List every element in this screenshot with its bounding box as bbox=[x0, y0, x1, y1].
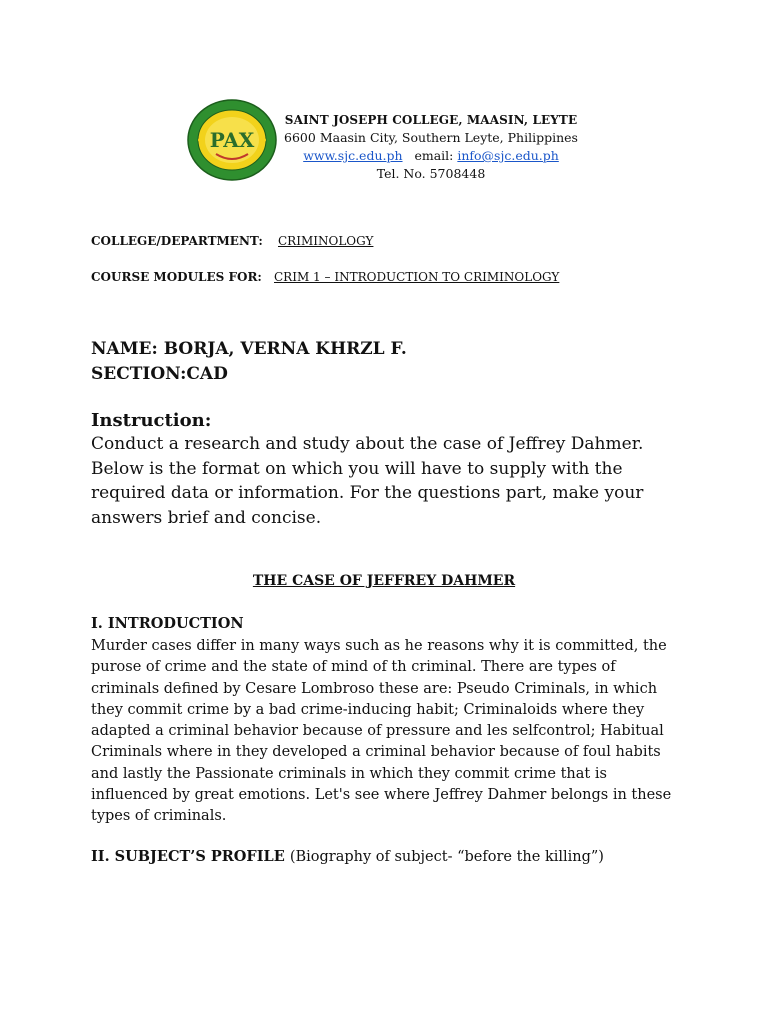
profile-note: (Biography of subject- “before the killing”) bbox=[289, 849, 604, 865]
course-row bbox=[91, 269, 559, 285]
instruction-line: required data or information. For the questions part, make your bbox=[91, 483, 644, 503]
introduction-line: and lastly the Passionate criminals in which they commit crime that is bbox=[91, 765, 607, 782]
introduction-line: influenced by great emotions. Let's see where Jeffrey Dahmer belongs in these bbox=[91, 787, 672, 804]
email-link[interactable]: info@sjc.edu.ph bbox=[457, 148, 559, 163]
logo-text: PAX bbox=[209, 128, 255, 152]
department-row bbox=[91, 233, 373, 249]
introduction-line: they commit crime by a bad crime-inducing habit; Criminaloids where they bbox=[91, 701, 645, 718]
introduction-line: Murder cases differ in many ways such as he reasons why it is committed, the bbox=[91, 638, 667, 654]
instruction-line: answers brief and concise. bbox=[91, 507, 322, 528]
student-info bbox=[91, 337, 407, 387]
course-label: COURSE MODULES FOR: bbox=[91, 270, 262, 284]
department-label: COLLEGE/DEPARTMENT: bbox=[91, 234, 263, 248]
introduction-body bbox=[91, 636, 691, 828]
course-value: CRIM 1 – INTRODUCTION TO CRIMINOLOGY bbox=[274, 270, 560, 284]
introduction-line: purose of crime and the state of mind of th criminal. There are types of bbox=[91, 659, 616, 676]
instruction-line: Conduct a research and study about the case of Jeffrey Dahmer. bbox=[91, 434, 644, 454]
student-name: NAME: BORJA, VERNA KHRZL F. bbox=[91, 339, 407, 359]
introduction-line: criminals defined by Cesare Lombroso these are: Pseudo Criminals, in which bbox=[91, 680, 658, 697]
profile-heading-row bbox=[91, 848, 604, 865]
instruction-body bbox=[91, 432, 691, 530]
college-header bbox=[276, 111, 586, 183]
introduction-line: adapted a criminal behavior because of pressure and les selfcontrol; Habitual bbox=[91, 723, 664, 740]
case-title: THE CASE OF JEFFREY DAHMER bbox=[252, 573, 516, 589]
school-name: SAINT JOSEPH COLLEGE, MAASIN, LEYTE bbox=[284, 113, 578, 127]
school-address: 6600 Maasin City, Southern Leyte, Philippines bbox=[284, 130, 578, 145]
introduction-line: Criminals where in they developed a criminal behavior because of foul habits bbox=[91, 744, 661, 761]
introduction-heading: I. INTRODUCTION bbox=[91, 615, 244, 632]
introduction-line: types of criminals. bbox=[91, 808, 227, 825]
profile-heading: II. SUBJECT’S PROFILE bbox=[91, 848, 285, 865]
phone-number: Tel. No. 5708448 bbox=[376, 166, 486, 181]
contact-line bbox=[276, 147, 586, 165]
college-seal-logo bbox=[186, 98, 278, 182]
email-label: email: bbox=[414, 148, 454, 163]
student-section: SECTION:CAD bbox=[91, 364, 228, 384]
instruction-title: Instruction: bbox=[91, 410, 212, 431]
department-value: CRIMINOLOGY bbox=[278, 234, 374, 248]
instruction-line: Below is the format on which you will have to supply with the bbox=[91, 458, 623, 479]
website-link[interactable]: www.sjc.edu.ph bbox=[303, 148, 403, 163]
